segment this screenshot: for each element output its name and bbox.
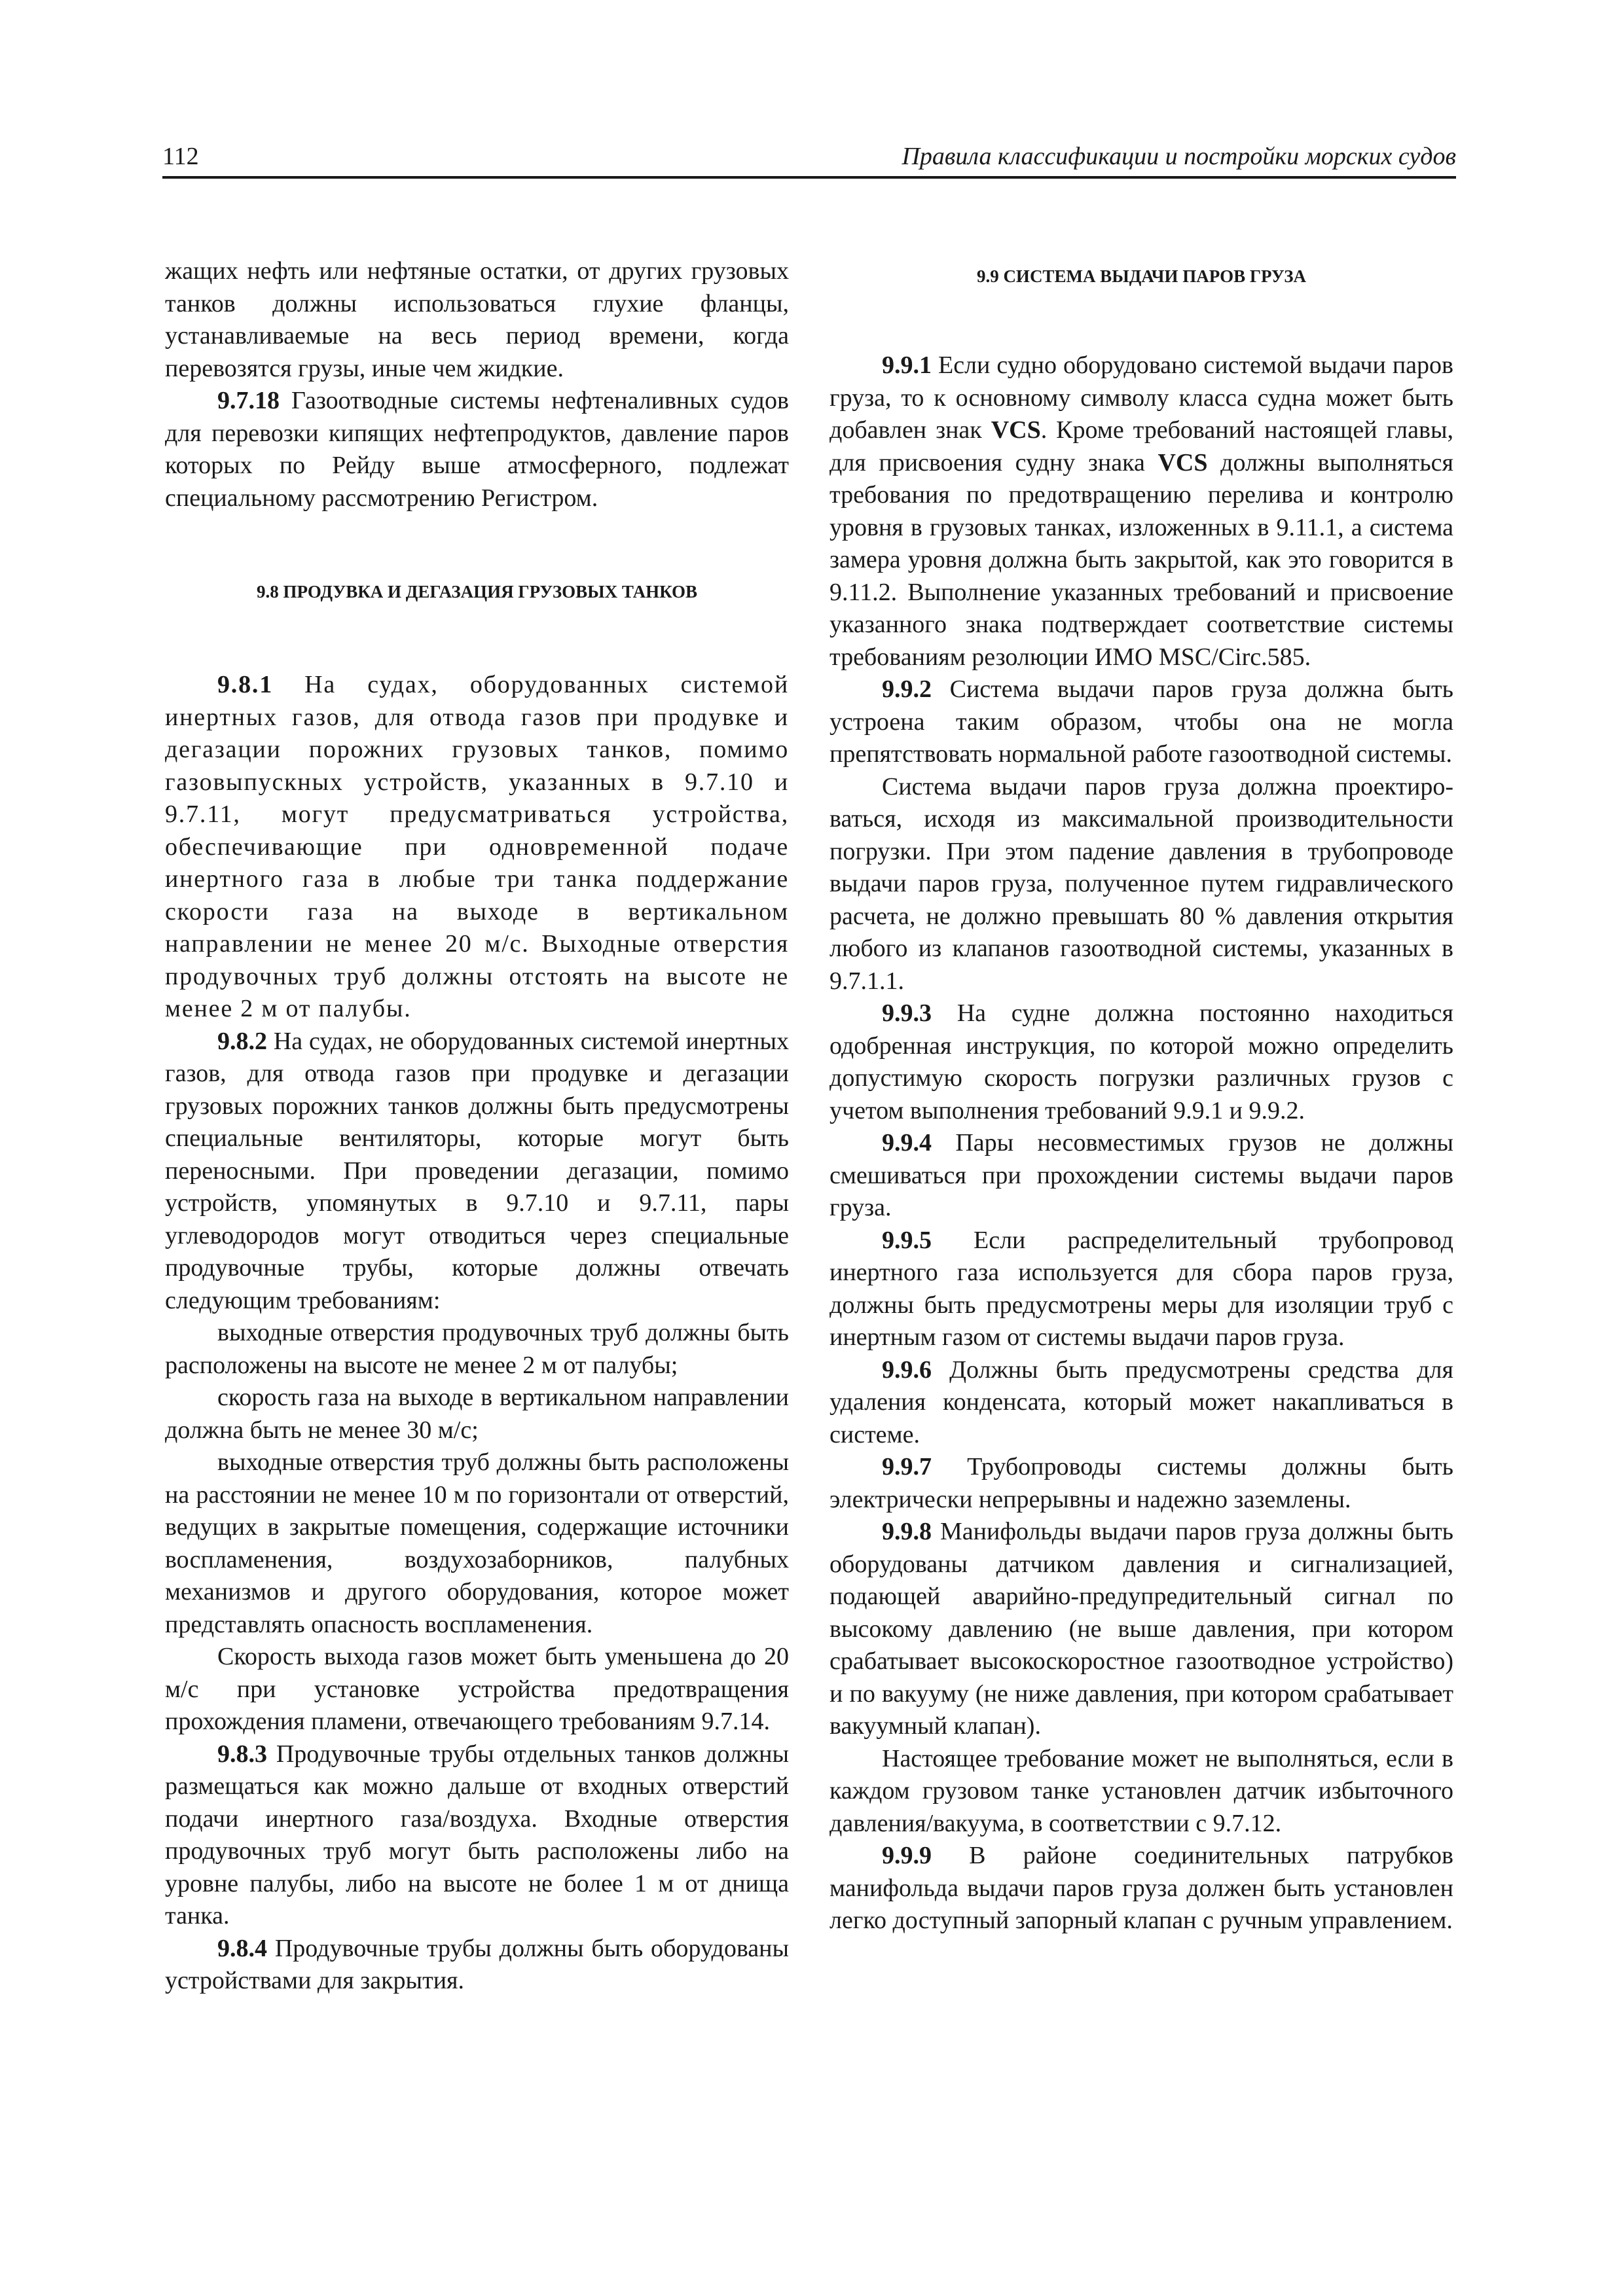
- class-notation-vcs: VCS: [991, 416, 1041, 444]
- requirement-item: скорость газа на выходе в вертикальном направлении должна быть не менее 30 м/с;: [165, 1384, 789, 1444]
- running-title: Правила классификации и постройки морских судов: [902, 143, 1456, 170]
- paragraph-9-9-9: [830, 1840, 1453, 1937]
- paragraph-9-9-7: [830, 1451, 1453, 1516]
- clause-number: 9.9.4: [882, 1129, 932, 1157]
- section-heading-9-8: 9.8 ПРОДУВКА И ДЕГАЗАЦИЯ ГРУЗОВЫХ ТАНКОВ: [256, 582, 697, 601]
- paragraph-9-9-8: [830, 1516, 1453, 1743]
- class-notation-vcs: VCS: [1158, 448, 1208, 476]
- clause-number: 9.8.2: [217, 1027, 267, 1055]
- clause-number: 9.8.1: [217, 671, 273, 698]
- paragraph-text: Продувочные трубы отдельных танков должны размещаться как можно дальше от входных отверстий подачи инертного газа/воздуха. Входные отверстия продувочных труб могут быть расположены либо на уровне палубы, либо на высоте не более 1 м от днища танка.: [165, 1740, 789, 1929]
- paragraph-9-9-2: [830, 673, 1453, 771]
- clause-number: 9.9.3: [882, 999, 932, 1027]
- paragraph-text: На судне должна постоянно находиться одобренная инструкция, по которой можно определить допустимую скорость погрузки различных грузов с учетом выполнения требований 9.9.1 и 9.9.2.: [830, 999, 1453, 1124]
- paragraph-9-8-2: [165, 1026, 789, 1318]
- clause-number: 9.7.18: [217, 387, 280, 414]
- clause-number: 9.9.6: [882, 1355, 932, 1384]
- paragraph: Настоящее требование может не выполняться, если в каждом грузовом танке установлен датчик избыточного давления/вакуума, в соответствии с 9.7.12.: [830, 1744, 1453, 1837]
- paragraph-text: должны выполняться требования по предотвращению перелива и контролю уровня в грузовых танках, изложенных в 9.11.1, а система замера уровня должна быть закрытой, как это говорится в 9.11.2. Выполнение указанных требований и присвоение указанного знака подтверждает соответствие системы требованиям резолюции ИМО MSC/Circ.585.: [830, 448, 1453, 671]
- clause-number: 9.9.9: [882, 1842, 932, 1869]
- section-heading-9-9: 9.9 СИСТЕМА ВЫДАЧИ ПАРОВ ГРУЗА: [976, 266, 1307, 286]
- paragraph-9-9-3: [830, 997, 1453, 1127]
- requirement-item: выходные отверстия продувочных труб должны быть расположены на высоте не менее 2 м от палубы;: [165, 1319, 789, 1379]
- paragraph-text: На судах, оборудованных системой инертных газов, для отвода газов при продувке и дегазации порожних грузовых танков, помимо газовыпускных устройств, указанных в 9.7.10 и 9.7.11, могут предусматриваться устройства, обеспечивающие при одновременной подаче инертного газа в любые три танка поддержание скорости газа на выходе в вертикальном направлении не менее 20 м/с. Выходные отверстия продувочных труб должны отстоять на высоте не менее 2 м от палубы.: [165, 671, 789, 1022]
- clause-number: 9.8.4: [217, 1934, 267, 1962]
- right-column: [830, 255, 1453, 1937]
- paragraph-9-8-3: [165, 1738, 789, 1933]
- clause-number: 9.9.5: [882, 1226, 932, 1254]
- paragraph-text: Должны быть предусмотрены средства для удаления конденсата, который может накапливаться в системе.: [830, 1355, 1453, 1448]
- clause-number: 9.9.2: [882, 675, 932, 703]
- clause-number: 9.8.3: [217, 1740, 267, 1768]
- page-number: 112: [162, 143, 199, 170]
- paragraph-text: Манифольды выдачи паров груза должны быть оборудованы датчиком давления и сигнализацией, подающей аварийно-предупредительный сигнал по высокому давлению (не выше давления, при котором срабатывает высокоскоростное газоотводное устройство) и по вакууму (не ниже давления, при котором срабатывает вакуумный клапан).: [830, 1518, 1453, 1740]
- clause-number: 9.9.7: [882, 1453, 932, 1480]
- paragraph-9-9-4: [830, 1127, 1453, 1225]
- paragraph-9-7-18: [165, 385, 789, 514]
- paragraph-text: Если судно оборудовано системой выдачи паров груза, то к основному символу класса судна может быть добавлен знак: [830, 351, 1453, 444]
- paragraph-text: Система выдачи паров груза должна быть устроена таким образом, чтобы она не могла препятствовать нормальной работе газоотводной системы.: [830, 675, 1453, 768]
- paragraph-text: На судах, не оборудованных системой инертных газов, для отвода газов при продувке и дегазации грузовых порожних танков должны быть предусмотрены специальные вентиляторы, которые могут быть переносными. При проведении дегазации, помимо устройств, упомянутых в 9.7.10 и 9.7.11, пары углеводородов могут отводиться через специальные продувочные трубы, которые должны отвечать следующим требованиям:: [165, 1027, 789, 1314]
- paragraph-text: Пары несовместимых грузов не должны смешиваться при прохождении системы выдачи паров груза.: [830, 1129, 1453, 1221]
- clause-number: 9.9.1: [882, 351, 932, 379]
- requirement-item: выходные отверстия труб должны быть расположены на расстоянии не менее 10 м по горизонтали от отверстий, ведущих в закрытые помещения, содержащие источники воспламенения, воздухозаборников, палубных механизмов и другого оборудования, которое может представлять опасность воспламенения.: [165, 1448, 789, 1638]
- paragraph-text: Если распределительный трубопровод инертного газа используется для сбора паров груза, должны быть предусмотрены меры для изоляции труб с инертным газом от системы выдачи паров груза.: [830, 1226, 1453, 1351]
- paragraph-continuation: жащих нефть или нефтяные остатки, от других грузовых танков должны использоваться глухие фланцы, устанавливаемые на весь период времени, когда перевозятся грузы, иные чем жидкие.: [165, 257, 789, 382]
- paragraph-9-9-5: [830, 1225, 1453, 1354]
- paragraph-9-8-1: [165, 669, 789, 1026]
- clause-number: 9.9.8: [882, 1518, 932, 1545]
- paragraph-text: Продувочные трубы должны быть оборудованы устройствами для закрытия.: [165, 1934, 789, 1994]
- paragraph: Скорость выхода газов может быть уменьшена до 20 м/с при установке устройства предотвращения прохождения пламени, отвечающего требованиям 9.7.14.: [165, 1643, 789, 1735]
- paragraph-text: . Кроме требований настоящей главы, для присвоения судну знака: [830, 416, 1453, 476]
- paragraph-text: Трубопроводы системы должны быть электрически непрерывны и надежно заземлены.: [830, 1453, 1453, 1513]
- paragraph-9-9-6: [830, 1354, 1453, 1452]
- paragraph-text: В районе соединительных патрубков манифольда выдачи паров груза должен быть установлен легко доступный запорный клапан с ручным управлением.: [830, 1842, 1453, 1934]
- paragraph-9-8-4: [165, 1933, 789, 1998]
- paragraph: Система выдачи паров груза должна проектироваться, исходя из максимальной производительности погрузки. При этом падение давления в трубопроводе выдачи паров груза, полученное путем гидравлического расчета, не должно превышать 80 % давления открытия любого из клапанов газоотводной системы, указанных в 9.7.1.1.: [830, 772, 1453, 995]
- page-header: [162, 134, 1456, 179]
- paragraph-9-9-1: [830, 350, 1453, 673]
- left-column: [165, 255, 789, 1998]
- paragraph-text: Газоотводные системы нефтеналивных судов для перевозки кипящих нефтепродуктов, давление паров которых по Рейду выше атмосферного, подлежат специальному рассмотрению Регистром.: [165, 387, 789, 512]
